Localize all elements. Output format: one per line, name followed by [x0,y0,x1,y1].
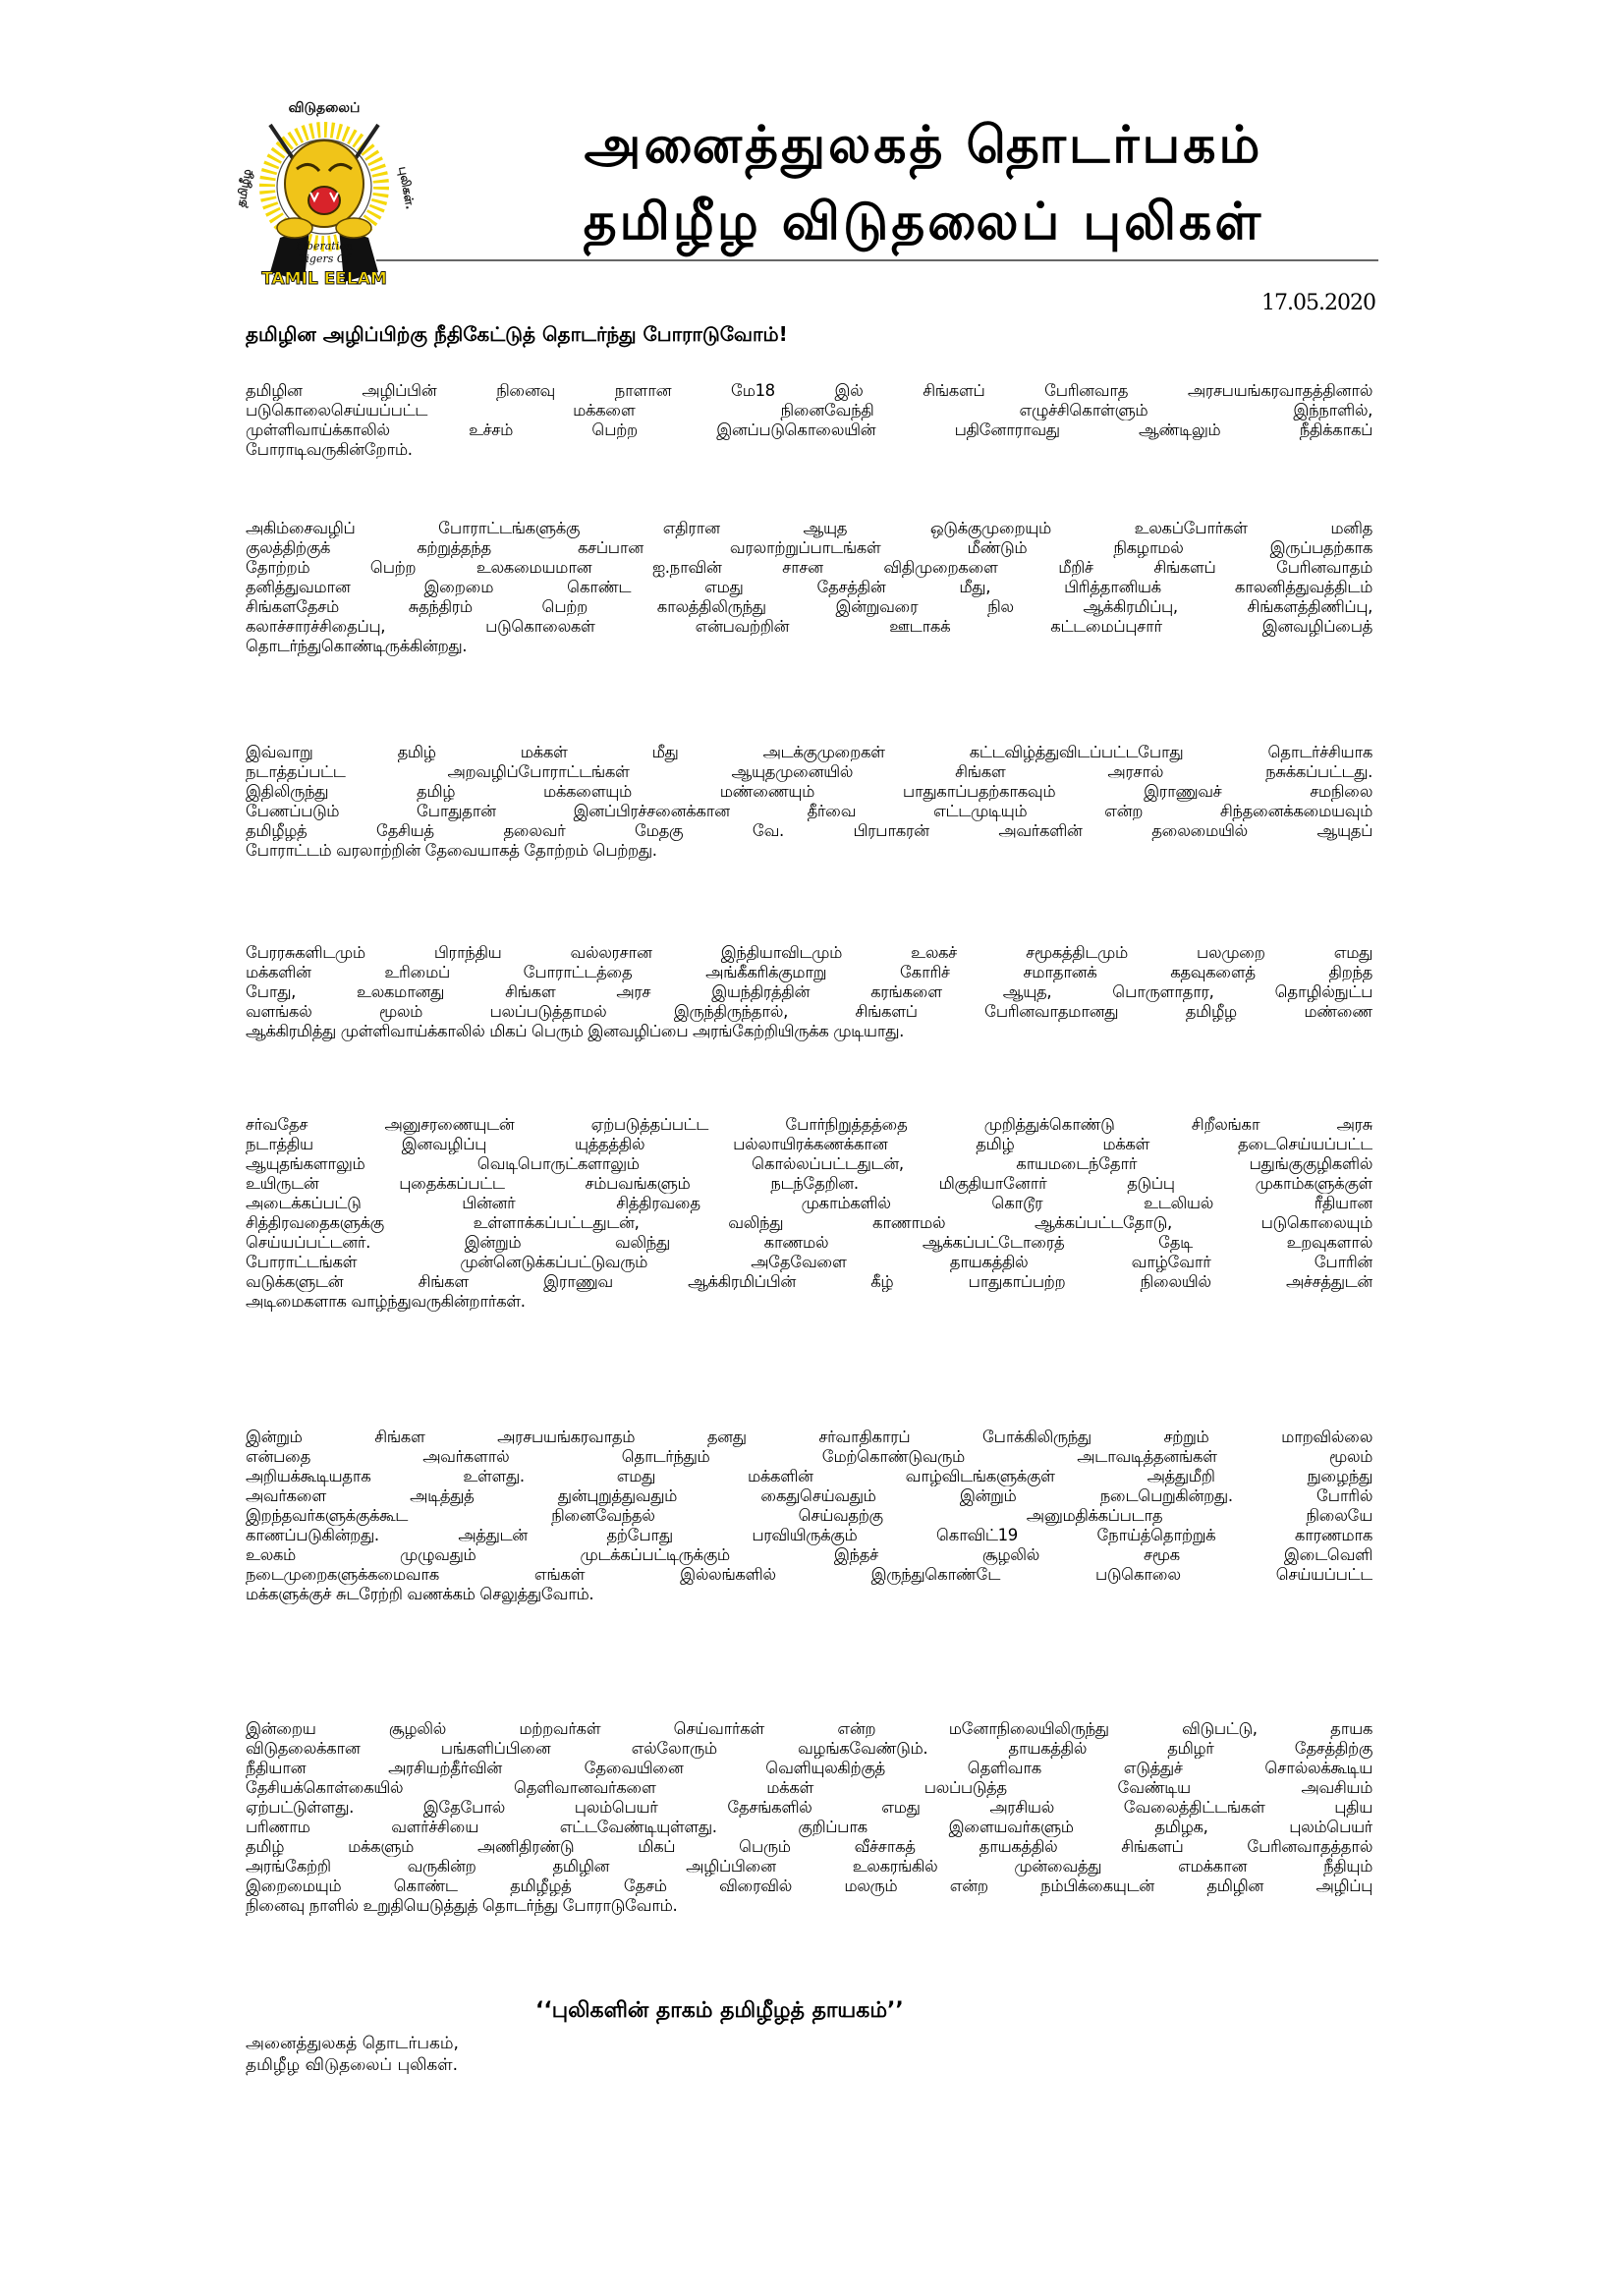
paragraph-line: சித்திரவதைகளுக்கு உள்ளாக்கப்பட்டதுடன், வலிந்து காணாமல் ஆக்கப்பட்டதோடு, படுகொலையும் [246,1213,1372,1232]
body-paragraph [246,943,1372,1041]
paragraph-line: அடிமைகளாக வாழ்ந்துவருகின்றார்கள். [246,1292,526,1311]
paragraph-line: அவர்களை அடித்துத் துன்புறுத்துவதும் கைதுசெய்வதும் இன்றும் நடைபெறுகின்றது. போரில் [246,1486,1372,1505]
logo-motto-line2: Tigers Of [299,252,350,265]
paragraph-line: இன்றைய சூழலில் மற்றவர்கள் செய்வார்கள் என்ற மனோநிலையிலிருந்து விடுபட்டு, தாயக [246,1719,1372,1738]
paragraph-line: உலகம் முழுவதும் முடக்கப்பட்டிருக்கும் இந்தச் சூழலில் சமூக இடைவெளி [246,1545,1372,1564]
paragraph-line: காணப்படுகின்றது. அத்துடன் தற்போது பரவியிருக்கும் கொவிட்19 நோய்த்தொற்றுக் காரணமாக [246,1526,1372,1544]
body-paragraph [246,1719,1372,1916]
paragraph-line: பரிணாம வளர்ச்சியை எட்டவேண்டியுள்ளது. குறிப்பாக இளையவர்களும் தமிழக, புலம்பெயர் [246,1818,1372,1836]
paragraph-line: தொடர்ந்துகொண்டிருக்கின்றது. [246,637,468,655]
paragraph-line: செய்யப்பட்டனர். இன்றும் வலிந்து காணமல் ஆக்கப்பட்டோரைத் தேடி உறவுகளால் [246,1233,1372,1252]
body-paragraph [246,1428,1372,1604]
paragraph-line: ஏற்பட்டுள்ளது. இதேபோல் புலம்பெயர் தேசங்களில் எமது அரசியல் வேலைத்திட்டங்கள் புதிய [246,1798,1372,1817]
logo-motto-line1: Liberation [296,240,353,252]
paragraph-line: மக்களுக்குச் சுடரேற்றி வணக்கம் செலுத்துவோம். [246,1585,594,1603]
document-date: 17.05.2020 [1261,291,1375,315]
signature-line1: அனைத்துலகத் தொடர்பகம், [246,2034,459,2053]
paragraph-line: அகிம்சைவழிப் போராட்டங்களுக்கு எதிரான ஆயுத ஒடுக்குமுறையும் உலகப்போர்கள் மனித [246,519,1372,537]
paragraph-line: கலாச்சாரச்சிதைப்பு, படுகொலைகள் என்பவற்றின் ஊடாகக் கட்டமைப்புசார் இனவழிப்பைத் [246,617,1372,636]
body-paragraph [246,381,1372,460]
paragraph-line: அறியக்கூடியதாக உள்ளது. எமது மக்களின் வாழ்விடங்களுக்குள் அத்துமீறி நுழைந்து [246,1467,1372,1485]
logo-left-text: தமிழீழ [233,167,254,208]
paragraph-line: மக்களின் உரிமைப் போராட்டத்தை அங்கீகரிக்குமாறு கோரிச் சமாதானக் கதவுகளைத் திறந்த [246,963,1372,981]
paragraph-line: முள்ளிவாய்க்காலில் உச்சம் பெற்ற இனப்படுகொலையின் பதினோராவது ஆண்டிலும் நீதிக்காகப் [246,420,1372,439]
paragraph-line: சர்வதேச அனுசரணையுடன் ஏற்படுத்தப்பட்ட போர்நிறுத்தத்தை முறித்துக்கொண்டு சிறீலங்கா அரசு [246,1115,1372,1134]
paragraph-line: அடைக்கப்பட்டு பின்னர் சித்திரவதை முகாம்களில் கொடூர உடலியல் ரீதியான [246,1194,1372,1212]
paragraph-line: போராட்டம் வரலாற்றின் தேவையாகத் தோற்றம் பெற்றது. [246,841,657,860]
paragraph-line: என்பதை அவர்களால் தொடர்ந்தும் மேற்கொண்டுவரும் அடாவடித்தனங்கள் மூலம் [246,1447,1372,1466]
paragraph-line: போராடிவருகின்றோம். [246,440,413,459]
paragraph-line: போராட்டங்கள் முன்னெடுக்கப்பட்டுவரும் அதேவேளை தாயகத்தில் வாழ்வோர் போரின் [246,1253,1372,1271]
paragraph-line: பேணப்படும் போதுதான் இனப்பிரச்சனைக்கான தீர்வை எட்டமுடியும் என்ற சிந்தனைக்கமையவும் [246,802,1372,820]
logo-right-text: புலிகள். [396,165,418,211]
paragraph-line: தமிழீழத் தேசியத் தலைவர் மேதகு வே. பிரபாகரன் அவர்களின் தலைமையில் ஆயுதப் [246,821,1372,840]
ltte-emblem-logo [226,90,422,287]
paragraph-line: பேரரசுகளிடமும் பிராந்திய வல்லரசான இந்தியாவிடமும் உலகச் சமூகத்திடமும் பலமுறை எமது [246,943,1372,962]
paragraph-line: அரங்கேற்றி வருகின்ற தமிழின அழிப்பினை உலகரங்கில் முன்வைத்து எமக்கான நீதியும் [246,1857,1372,1876]
paragraph-line: இவ்வாறு தமிழ் மக்கள் மீது அடக்குமுறைகள் கட்டவிழ்த்துவிடப்பட்டபோது தொடர்ச்சியாக [246,743,1372,761]
paragraph-line: சிங்களதேசம் சுதந்திரம் பெற்ற காலத்திலிருந்து இன்றுவரை நில ஆக்கிரமிப்பு, சிங்களத்திணிப்பு, [246,597,1372,616]
tiger-emblem-icon [226,90,422,287]
paragraph-line: படுகொலைசெய்யப்பட்ட மக்களை நினைவேந்தி எழுச்சிகொள்ளும் இந்நாளில், [246,401,1372,420]
signature-line2: தமிழீழ விடுதலைப் புலிகள். [246,2055,459,2075]
body-paragraph [246,519,1372,656]
organization-name-line2: தமிழீழ விடுதலைப் புலிகள் [583,193,1264,252]
paragraph-line: தமிழின அழிப்பின் நினைவு நாளான மே18 இல் சிங்களப் பேரினவாத அரசபயங்கரவாதத்தினால் [246,381,1372,400]
paragraph-line: உயிருடன் புதைக்கப்பட்ட சம்பவங்களும் நடந்தேறின. மிகுதியானோர் தடுப்பு முகாம்களுக்குள் [246,1174,1372,1193]
paragraph-line: நீதியான அரசியற்தீர்வின் தேவையினை வெளியுலகிற்குத் தெளிவாக எடுத்துச் சொல்லக்கூடிய [246,1759,1372,1777]
paragraph-line: தோற்றம் பெற்ற உலகமையமான ஐ.நாவின் சாசன விதிமுறைகளை மீறிச் சிங்களப் பேரினவாதம் [246,558,1372,577]
paragraph-line: வடுக்களுடன் சிங்கள இராணுவ ஆக்கிரமிப்பின் கீழ் பாதுகாப்பற்ற நிலையில் அச்சத்துடன் [246,1272,1372,1291]
paragraph-line: ஆயுதங்களாலும் வெடிபொருட்களாலும் கொல்லப்பட்டதுடன், காயமடைந்தோர் பதுங்குகுழிகளில் [246,1154,1372,1173]
paragraph-line: ஆக்கிரமித்து முள்ளிவாய்க்காலில் மிகப் பெரும் இனவழிப்பை அரங்கேற்றியிருக்க முடியாது. [246,1022,905,1040]
paragraph-line: நடாத்திய இனவழிப்பு யுத்தத்தில் பல்லாயிரக்கணக்கான தமிழ் மக்கள் தடைசெய்யப்பட்ட [246,1135,1372,1153]
paragraph-line: நடாத்தப்பட்ட அறவழிப்போராட்டங்கள் ஆயுதமுனையில் சிங்கள அரசால் நசுக்கப்பட்டது. [246,762,1372,781]
paragraph-line: போது, உலகமானது சிங்கள அரச இயந்திரத்தின் கரங்களை ஆயுத, பொருளாதார, தொழில்நுட்ப [246,982,1372,1001]
slogan: ‘‘புலிகளின் தாகம் தமிழீழத் தாயகம்’’ [535,1998,904,2023]
paragraph-line: தேசியக்கொள்கையில் தெளிவானவர்களை மக்கள் பலப்படுத்த வேண்டிய அவசியம் [246,1778,1372,1797]
paragraph-line: இறைமையும் கொண்ட தமிழீழத் தேசம் விரைவில் மலரும் என்ற நம்பிக்கையுடன் தமிழின அழிப்பு [246,1876,1372,1895]
paragraph-line: இதிலிருந்து தமிழ் மக்களையும் மண்ணையும் பாதுகாப்பதற்காகவும் இராணுவச் சமநிலை [246,782,1372,801]
paragraph-line: குலத்திற்குக் கற்றுத்தந்த கசப்பான வரலாற்றுப்பாடங்கள் மீண்டும் நிகழாமல் இருப்பதற்காக [246,538,1372,557]
organization-name-line1: அனைத்துலகத் தொடர்பகம் [584,116,1263,175]
paragraph-line: இறந்தவர்களுக்குக்கூட நினைவேந்தல் செய்வதற்கு அனுமதிக்கப்படாத நிலையே [246,1506,1372,1525]
paragraph-line: இன்றும் சிங்கள அரசபயங்கரவாதம் தனது சர்வாதிகாரப் போக்கிலிருந்து சற்றும் மாறவில்லை [246,1428,1372,1446]
logo-top-text: விடுதலைப் [288,100,361,116]
header-divider [376,259,1378,261]
paragraph-line: விடுதலைக்கான பங்களிப்பினை எல்லோரும் வழங்கவேண்டும். தாயகத்தில் தமிழர் தேசத்திற்கு [246,1739,1372,1758]
document-headline: தமிழின அழிப்பிற்கு நீதிகேட்டுத் தொடர்ந்து போராடுவோம்! [246,322,788,346]
paragraph-line: நினைவு நாளில் உறுதியெடுத்துத் தொடர்ந்து போராடுவோம். [246,1896,678,1915]
body-paragraph [246,743,1372,861]
paragraph-line: தமிழ் மக்களும் அணிதிரண்டு மிகப் பெரும் வீச்சாகத் தாயகத்தில் சிங்களப் பேரினவாதத்தால் [246,1837,1372,1856]
logo-banner-text: TAMIL EELAM [261,269,387,287]
paragraph-line: நடைமுறைகளுக்கமைவாக எங்கள் இல்லங்களில் இருந்துகொண்டே படுகொலை செய்யப்பட்ட [246,1565,1372,1584]
paragraph-line: வளங்கல் மூலம் பலப்படுத்தாமல் இருந்திருந்தால், சிங்களப் பேரினவாதமானது தமிழீழ மண்ணை [246,1002,1372,1021]
paragraph-line: தனித்துவமான இறைமை கொண்ட எமது தேசத்தின் மீது, பிரித்தானியக் காலனித்துவத்திடம் [246,578,1372,596]
body-paragraph [246,1115,1372,1312]
